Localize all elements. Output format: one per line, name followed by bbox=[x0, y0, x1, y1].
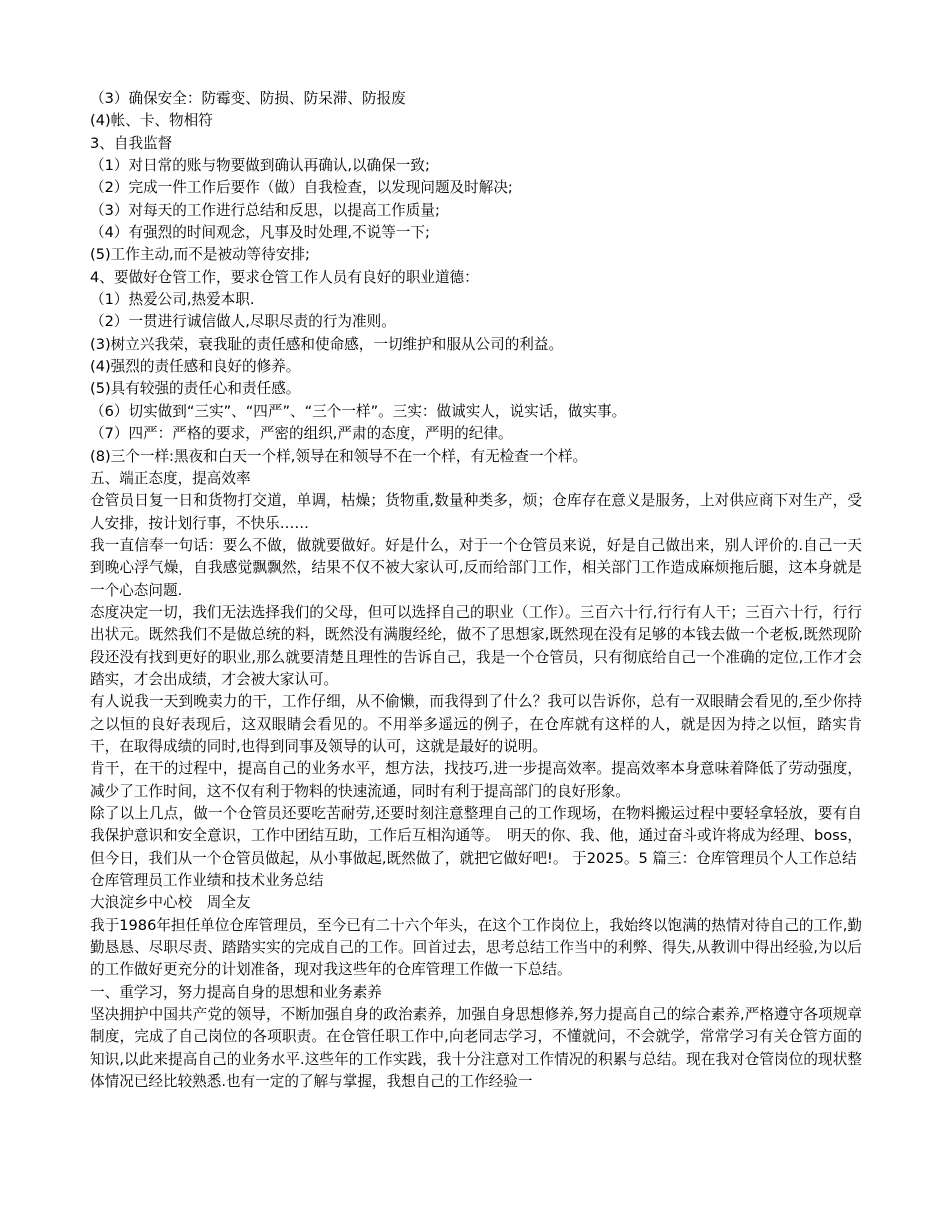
text-line: （4）有强烈的时间观念，凡事及时处理,不说等一下; bbox=[90, 224, 430, 242]
text-line: (4)强烈的责任感和良好的修养。 bbox=[90, 358, 301, 376]
text-line: (5)具有较强的责任心和责任感。 bbox=[90, 380, 301, 398]
text-line: (3)树立兴我荣，衰我耻的责任感和使命感，一切维护和服从公司的利益。 bbox=[90, 335, 564, 353]
text-line: （3）确保安全：防霉变、防损、防呆滞、防报废 bbox=[90, 90, 406, 107]
document-title: 仓库管理员工作业绩和技术业务总结 bbox=[90, 872, 324, 890]
text-line: （7）四严：严格的要求，严密的组织,严肃的态度，严明的纪律。 bbox=[90, 425, 513, 443]
text-line: (5)工作主动,而不是被动等待安排; bbox=[90, 246, 310, 264]
paragraph: 坚决拥护中国共产党的领导，不断加强自身的政治素养，加强自身思想修养,努力提高自己的综合素养,严格遵守各项规章制度，完成了自己岗位的各项职责。在仓管任职工作中,向老同志学习，不懂就问，不会就学，常常学习有关仓管方面的知识,以此来提高自己的业务水平.这些年的工作实践，我十分注意对工作情况的积累与总结。现在我对仓管岗位的现状整体情况已经比较熟悉.也有一定的了解与掌握，我想自己的工作经验一 bbox=[90, 1006, 862, 1091]
paragraph: 我一直信奉一句话：要么不做，做就要做好。好是什么，对于一个仓管员来说，好是自己做出来，别人评价的.自己一天到晚心浮气燥，自我感觉飘飘然，结果不仅不被大家认可,反而给部门工作，相关部门工作造成麻烦拖后腿，这本身就是一个心态问题. bbox=[90, 536, 862, 599]
paragraph: 我于1986年担任单位仓库管理员，至今已有二十六个年头，在这个工作岗位上，我始终以饱满的热情对待自己的工作,勤勤恳恳、尽职尽责、踏踏实实的完成自己的工作。回首过去，思考总结工作当中的利弊、得失,从教训中得出经验,为以后的工作做好更充分的计划准备，现对我这些年的仓库管理工作做一下总结。 bbox=[90, 916, 862, 979]
text-line: （1）热爱公司,热爱本职. bbox=[90, 291, 255, 309]
text-line: (8)三个一样:黑夜和白天一个样,领导在和领导不在一个样，有无检查一个样。 bbox=[90, 447, 588, 465]
text-line: （2）完成一件工作后要作（做）自我检查，以发现问题及时解决; bbox=[90, 179, 513, 197]
text-line: （1）对日常的账与物要做到确认再确认,以确保一致; bbox=[90, 157, 430, 175]
text-line: （3）对每天的工作进行总结和反思，以提高工作质量; bbox=[90, 201, 440, 219]
section-heading: 4、要做好仓管工作，要求仓管工作人员有良好的职业道德： bbox=[90, 268, 479, 286]
author-line: 大浪淀乡中心校 周全友 bbox=[90, 894, 251, 912]
document-body bbox=[90, 88, 862, 1093]
paragraph: 仓管员日复一日和货物打交道，单调，枯燥；货物重,数量种类多，烦；仓库存在意义是服务，上对供应商下对生产，受人安排，按计划行事，不快乐…… bbox=[90, 492, 862, 532]
paragraph: 态度决定一切，我们无法选择我们的父母，但可以选择自己的职业（工作）。三百六十行,行行有人干；三百六十行，行行出状元。既然我们不是做总统的料，既然没有满腹经纶，做不了思想家,既然现在没有足够的本钱去做一个老板,既然现阶段还没有找到更好的职业,那么就要清楚且理性的告诉自己，我是一个仓管员，只有彻底给自己一个准确的定位,工作才会踏实，才会出成绩，才会被大家认可。 bbox=[90, 603, 862, 688]
paragraph: 肯干，在干的过程中，提高自己的业务水平，想方法，找技巧,进一步提高效率。提高效率本身意味着降低了劳动强度，减少了工作时间，这不仅有利于物料的快速流通，同时有利于提高部门的良好形象。 bbox=[90, 760, 862, 800]
text-line: （2）一贯进行诚信做人,尽职尽责的行为准则。 bbox=[90, 313, 396, 331]
section-heading: 五、端正态度，提高效率 bbox=[90, 469, 251, 487]
text-line: (4)帐、卡、物相符 bbox=[90, 112, 213, 130]
section-heading: 3、自我监督 bbox=[90, 134, 173, 152]
text-line: （6）切实做到“三实”、“四严”、“三个一样”。三实：做诚实人，说实话，做实事。 bbox=[90, 402, 627, 420]
section-heading: 一、重学习，努力提高自身的思想和业务素养 bbox=[90, 983, 382, 1001]
paragraph: 有人说我一天到晚卖力的干，工作仔细，从不偷懒，而我得到了什么？我可以告诉你，总有一双眼睛会看见的,至少你持之以恒的良好表现后，这双眼睛会看见的。不用举多遥远的例子，在仓库就有这样的人，就是因为持之以恒，踏实肯干，在取得成绩的同时,也得到同事及领导的认可，这就是最好的说明。 bbox=[90, 693, 862, 755]
paragraph: 除了以上几点，做一个仓管员还要吃苦耐劳,还要时刻注意整理自己的工作现场，在物料搬运过程中要轻拿轻放，要有自我保护意识和安全意识，工作中团结互助，工作后互相沟通等。 明天的你、我、他，通过奋斗或许将成为经理、boss，但今日，我们从一个仓管员做起，从小事做起,既然做了，就把它做好吧!。 于2025。5 篇三：仓库管理员个人工作总结 bbox=[90, 805, 862, 867]
